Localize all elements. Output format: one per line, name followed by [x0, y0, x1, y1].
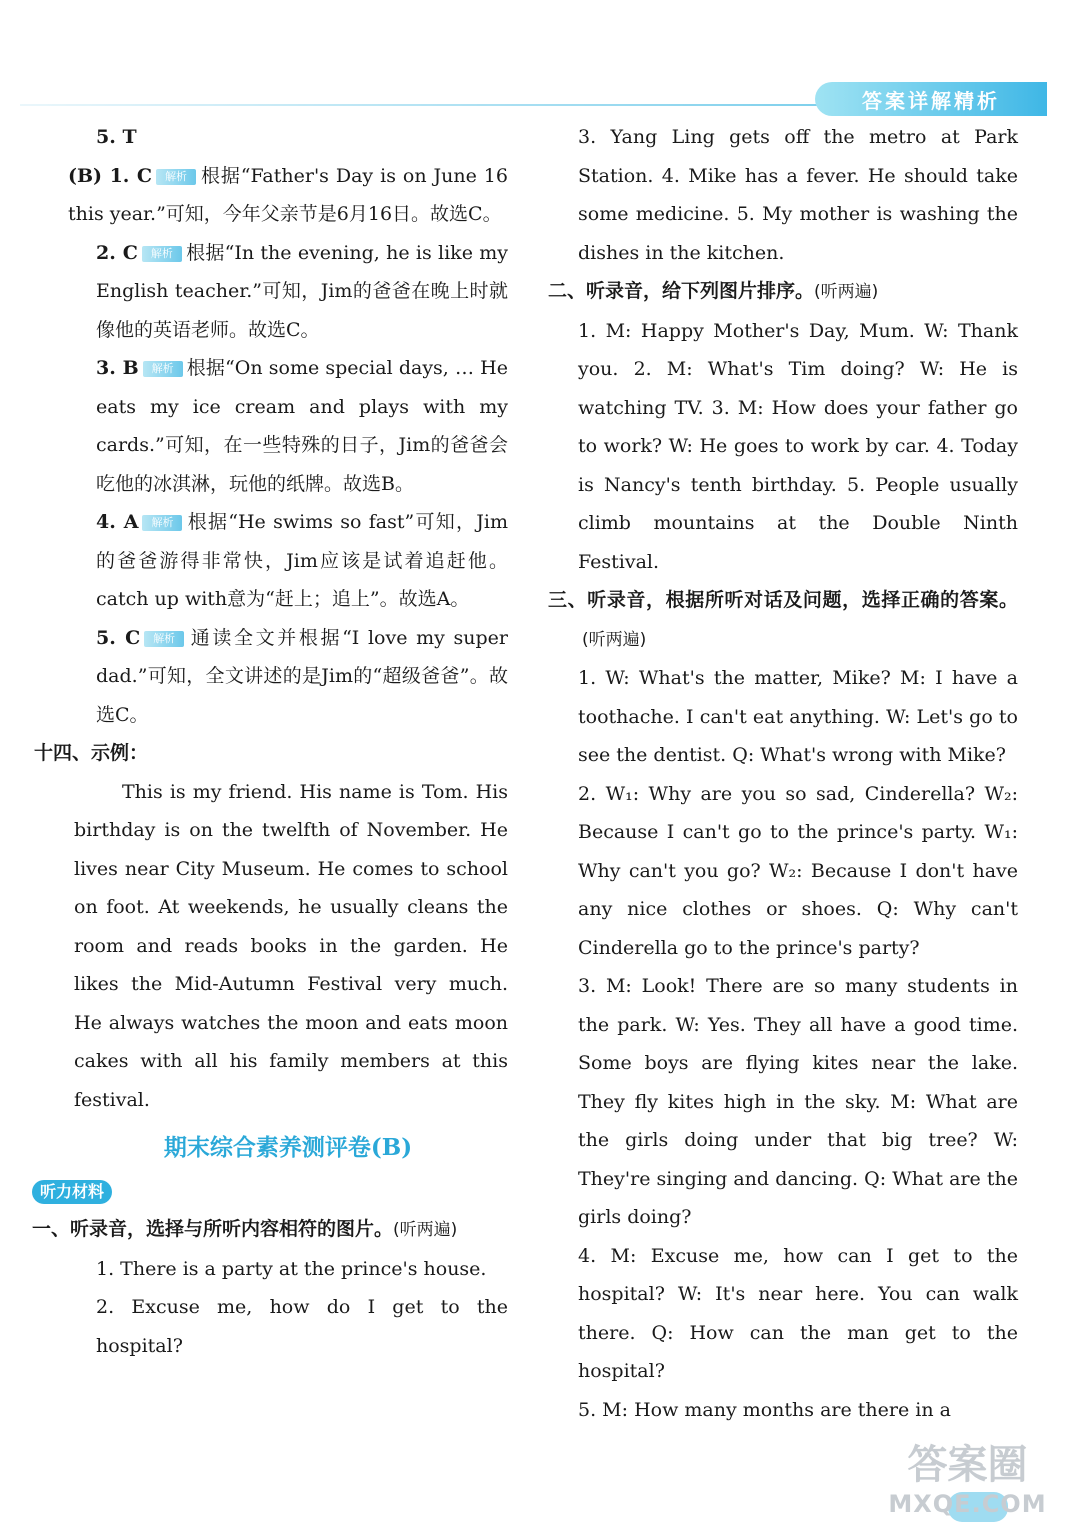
header-rule — [20, 104, 820, 106]
right-column — [548, 118, 1018, 1429]
listening-item: 2. Excuse me, how do I get to the hospital? — [96, 1296, 508, 1357]
section-3-q4: 4. M: Excuse me, how can I get to the hospital? W: It's near here. You can walk there. Q: How can the man get to the hospital? — [578, 1244, 1018, 1382]
analysis-badge-icon: 解析 — [144, 631, 184, 647]
sample-essay: This is my friend. His name is Tom. His birthday is on the twelfth of November. He lives near City Museum. He comes to school on foot. At weekends, he usually cleans the room and reads books in the garden. He likes the Mid-Autumn Festival very much. He always watches the moon and eats moon cakes with all his family members at this festival. — [74, 780, 508, 1111]
answer-b4: 4. A 解析 根据“He swims so fast”可知，Jim的爸爸游得非常快，Jim应该是试着追赶他。catch up with意为“赶上；追上”。故选A。 — [96, 511, 508, 610]
section-2-title: 二、听录音，给下列图片排序。(听两遍) — [548, 280, 879, 302]
answer-line: 5. T — [96, 126, 137, 148]
section-14-title: 十四、示例： — [34, 742, 149, 764]
section-3-q5: 5. M: How many months are there in a — [578, 1398, 951, 1421]
listening-items-1-cont: 3. Yang Ling gets off the metro at Park Station. 4. Mike has a fever. He should take some medicine. 5. My mother is washing the dishes in the kitchen. — [578, 126, 1018, 264]
section-2-script: 1. M: Happy Mother's Day, Mum. W: Thank you. 2. M: What's Tim doing? W: He is watching TV. 3. M: How does your father go to work? W: He goes to work by car. 4. Today is Nancy's tenth birthday. 5. People usually climb mountains at the Double Ninth Festival. — [578, 319, 1018, 573]
section-3-q1: 1. W: What's the matter, Mike? M: I have a toothache. I can't eat anything. W: Let's go to see the dentist. Q: What's wrong with Mike? — [578, 667, 1018, 766]
watermark-logo: 答案圈 MXQE.COM — [888, 1442, 1047, 1518]
answer-b5: 5. C 解析 通读全文并根据“I love my super dad.”可知，全文讲述的是Jim的“超级爸爸”。故选C。 — [96, 626, 508, 726]
listening-item: 1. There is a party at the prince's house. — [96, 1257, 487, 1280]
section-3-q2: 2. W₁: Why are you so sad, Cinderella? W₂: Because I can't go to the prince's party. W₁: Why can't you go? W₂: Because I don't have any nice clothes or shoes. Q: Why can't Cinderella go to the prince's party? — [578, 782, 1018, 959]
section-3-title: 三、听录音，根据所听对话及问题，选择正确的答案。(听两遍) — [548, 589, 1018, 650]
answer-b1: (B) 1. C 解析 根据“Father's Day is on June 16 this year.”可知，今年父亲节是6月16日。故选C。 — [68, 164, 508, 225]
analysis-badge-icon: 解析 — [143, 361, 183, 377]
section-header-tab: 答案详解精析 — [815, 82, 1047, 116]
left-column — [32, 118, 508, 1365]
listening-material-pill: 听力材料 — [32, 1180, 112, 1204]
exam-title: 期末综合素养测评卷(B) — [163, 1134, 413, 1161]
answer-b2: 2. C 解析 根据“In the evening, he is like my English teacher.”可知，Jim的爸爸在晚上时就像他的英语老师。故选C。 — [96, 241, 508, 341]
analysis-badge-icon: 解析 — [156, 169, 196, 185]
analysis-badge-icon: 解析 — [142, 246, 182, 262]
analysis-badge-icon: 解析 — [142, 515, 182, 531]
section-3-q3: 3. M: Look! There are so many students in the park. W: Yes. They all have a good time. Some boys are flying kites near the lake. They fly kites high in the sky. M: What are the girls doing under that big tree? W: They're singing and dancing. Q: What are the girls doing? — [578, 975, 1018, 1228]
section-1-title: 一、听录音，选择与所听内容相符的图片。(听两遍) — [32, 1218, 458, 1240]
answer-b3: 3. B 解析 根据“On some special days, … He eats my ice cream and plays with my cards.”可知，在一些特殊的日子，Jim的爸爸会吃他的冰淇淋，玩他的纸牌。故选B。 — [96, 357, 508, 495]
